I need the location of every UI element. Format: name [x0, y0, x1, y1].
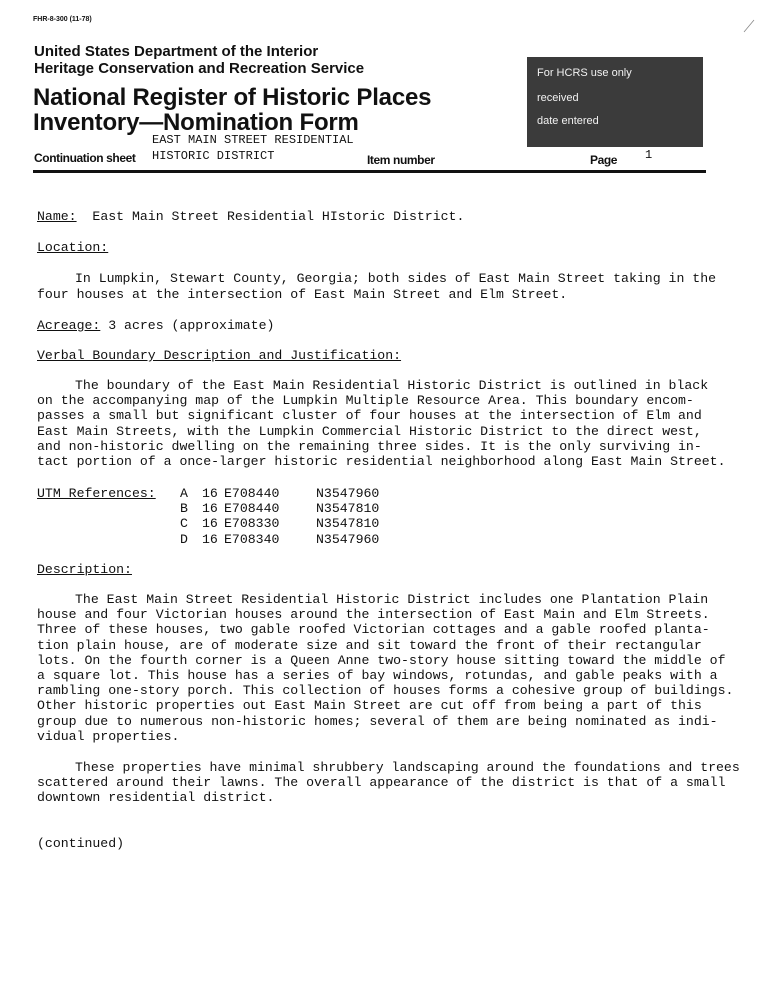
- utm-northing: N3547810: [316, 501, 380, 516]
- description-line: vidual properties.: [37, 728, 180, 744]
- form-title-line-1: National Register of Historic Places: [33, 84, 432, 111]
- description-line: lots. On the fourth corner is a Queen Anne two-story house sitting toward the middle of: [37, 652, 726, 668]
- description-line: downtown residential district.: [37, 790, 275, 806]
- location-label: Location:: [37, 240, 109, 255]
- item-number-label: Item number: [367, 153, 435, 167]
- description-label: Description:: [37, 562, 132, 577]
- utm-northing: N3547960: [316, 486, 380, 501]
- description-line: house and four Victorian houses around the intersection of East Main and Elm Streets.: [37, 607, 710, 623]
- utm-easting: E708440: [224, 501, 280, 516]
- district-name-line-1: EAST MAIN STREET RESIDENTIAL: [152, 133, 354, 147]
- description-line: scattered around their lawns. The overall appearance of the district is that of a small: [37, 775, 726, 791]
- pen-mark-icon: [742, 18, 756, 34]
- description-paragraph-2: [37, 760, 740, 806]
- utm-point: B: [180, 501, 188, 516]
- utm-row: [180, 532, 379, 547]
- description-line: These properties have minimal shrubbery landscaping around the foundations and trees: [75, 760, 740, 775]
- utm-zone: 16: [202, 501, 218, 516]
- utm-easting: E708330: [224, 516, 280, 531]
- description-paragraph-1: [37, 592, 734, 744]
- utm-point: D: [180, 532, 188, 547]
- page-number: 1: [645, 148, 653, 162]
- description-line: tion plain house, are of moderate size and sit toward the front of their rectangular: [37, 637, 702, 653]
- utm-easting: E708340: [224, 532, 280, 547]
- hcrs-date-entered-label: date entered: [537, 115, 599, 127]
- name-section: [37, 209, 464, 224]
- boundary-line: East Main Streets, with the Lumpkin Commercial Historic District to the direct west,: [37, 423, 702, 439]
- acreage-value: 3 acres (approximate): [108, 318, 275, 333]
- utm-easting: E708440: [224, 486, 280, 501]
- description-line: The East Main Street Residential Historic District includes one Plantation Plain: [75, 592, 709, 607]
- continuation-sheet-label: Continuation sheet: [34, 151, 136, 165]
- boundary-label: Verbal Boundary Description and Justification:: [37, 348, 402, 363]
- page-label: Page: [590, 153, 618, 167]
- description-line: Three of these houses, two gable roofed Victorian cottages and a gable roofed planta-: [37, 622, 710, 638]
- utm-point: A: [180, 486, 188, 501]
- description-line: a square lot. This house has a series of bay windows, rotundas, and gable peaks with a: [37, 668, 718, 684]
- utm-zone: 16: [202, 486, 218, 501]
- boundary-line: tact portion of a once-larger historic residential neighborhood along East Main Street.: [37, 454, 726, 470]
- header-divider: [33, 170, 706, 173]
- acreage-label: Acreage:: [37, 318, 101, 333]
- agency-line-1: United States Department of the Interior: [34, 43, 319, 60]
- utm-row: [180, 516, 379, 531]
- hcrs-received-label: received: [537, 92, 579, 104]
- utm-zone: 16: [202, 516, 218, 531]
- utm-zone: 16: [202, 532, 218, 547]
- boundary-line: on the accompanying map of the Lumpkin Multiple Resource Area. This boundary encom-: [37, 393, 694, 409]
- utm-northing: N3547960: [316, 532, 380, 547]
- continued-note: (continued): [37, 836, 125, 851]
- form-code: FHR-8-300 (11-78): [33, 16, 92, 23]
- name-value: East Main Street Residential HIstoric District.: [92, 209, 465, 224]
- utm-northing: N3547810: [316, 516, 380, 531]
- boundary-line: passes a small but significant cluster of four houses at the intersection of Elm and: [37, 408, 702, 424]
- form-title-line-2: Inventory—Nomination Form: [33, 109, 359, 136]
- utm-label: UTM References:: [37, 486, 156, 501]
- description-line: rambling one-story porch. This collection of houses forms a cohesive group of buildings.: [37, 683, 734, 699]
- utm-row: [180, 501, 379, 516]
- hcrs-use-box: [527, 57, 703, 147]
- description-line: group due to numerous non-historic homes; several of them are being nominated as indi-: [37, 713, 718, 729]
- boundary-line: The boundary of the East Main Residential Historic District is outlined in black: [75, 378, 709, 393]
- hcrs-use-only-label: For HCRS use only: [537, 67, 632, 79]
- name-label: Name:: [37, 209, 77, 224]
- district-name-line-2: HISTORIC DISTRICT: [152, 149, 275, 163]
- agency-line-2: Heritage Conservation and Recreation Service: [34, 60, 365, 77]
- acreage-section: [37, 318, 274, 333]
- boundary-line: and non-historic dwelling on the remaining three sides. It is the only surviving in-: [37, 438, 702, 454]
- utm-row: [180, 486, 379, 501]
- utm-point: C: [180, 516, 188, 531]
- location-line-2: four houses at the intersection of East Main Street and Elm Street.: [37, 287, 568, 302]
- description-line: Other historic properties out East Main Street are cut off from being a part of this: [37, 698, 702, 714]
- boundary-paragraph: [37, 378, 726, 470]
- location-line-1: In Lumpkin, Stewart County, Georgia; both sides of East Main Street taking in the: [75, 271, 717, 286]
